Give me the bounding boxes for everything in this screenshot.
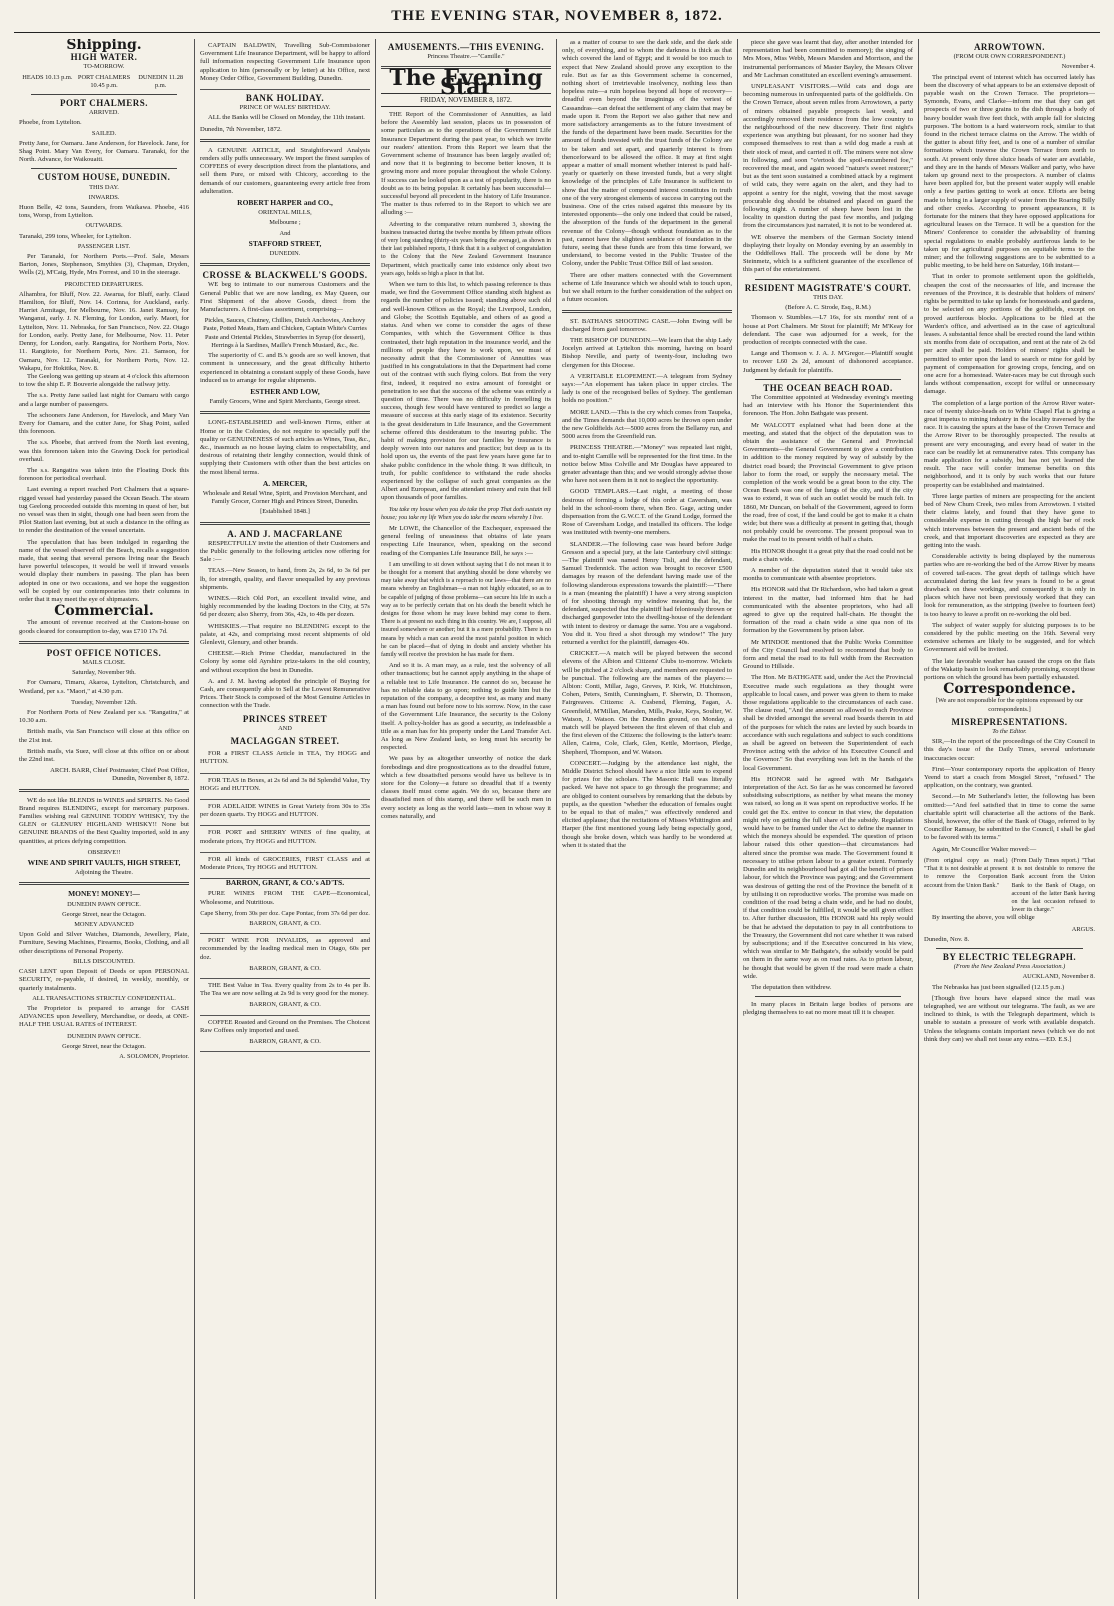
editorial-p6: And so it is. A man may, as a rule, test the solvency of all other transactions; but he cannot apply anything in the shape of a reliable test to Life Insurance. He cannot do so, because he has no reliable data to go upon; nothing to guide him but the reputation of the company, a deceptive test, as many and many a man has found out before now to his sorrow. Now, in the case of the Government Life Insurance, the security is the Colony itself. A policy-holder has as good a security, as indefeasible a title as a man has for his property under the Land Transfer Act. As long as New Zealand lasts, so long must his security be respected.: [381, 662, 551, 752]
letter-p5: By inserting the above, you will oblige: [932, 914, 1035, 922]
tuesday-text: For Northern Ports of New Zealand per s.s. "Rangatira," at 10.30 a.m.: [19, 709, 189, 725]
teas-text: TEAS.—New Season, to hand, from 2s, 2s 6d, to 3s 6d per lb, for strength, quality, and flavor unequalled by any previous shipments.: [200, 567, 370, 591]
arrowtown-p7: The late favorable weather has caused the crops on the flats of the Wakatip basin to look remarkably promising, except those portions on which the ground has been partially exhausted.: [924, 657, 1095, 682]
tea-value-ad: [200, 979, 370, 1016]
telegraph-heading: BY ELECTRIC TELEGRAPH.: [942, 951, 1077, 962]
outwards-label: OUTWARDS.: [85, 222, 123, 230]
arrowtown-p4: Three large parties of miners are prospecting for the ancient bed of New Chum Creek, two miles from Arrowtown. I visited their claims lately, and found that they have gone to considerable expense in cutting through the high bar of rock which intervenes between the present and ancient beds of the creek, and that important discoveries are expected as they are getting into the wash.: [924, 492, 1095, 549]
pawn-office-label-2: DUNEDIN PAWN OFFICE.: [67, 1032, 141, 1040]
court-before: (Before A. C. Strode, Esq., R.M.): [785, 304, 871, 312]
tea-value-text: THE Best Value in Tea. Every quality from 2s to 4s per lb. The Tea we are now selling at 2s 9d is very good for the money.: [200, 982, 370, 998]
melbourne-label: Melbourne ;: [269, 219, 301, 227]
news-concert: CONCERT.—Judging by the attendance last night, the Middle District School should have a nice little sum to expend for prizes for the scholars. The Masonic Hall was literally packed. We have not space to go through the programme; and are obliged to content ourselves by remarking that the debuts by pupils, as the question "whether the education of females ought to be equal to that of males," was effectively rendered and elicited applause; that the recitations of Misses Whittington and Harper (the first mentioned young lady being especially good, though she broke down, which was hardly to be wondered at when it is stated that the: [562, 759, 732, 849]
news-german-society: WE observe the members of the German Society intend displaying their loyalty on Monday evening by an assembly in the Oddfellows Hall. The proceeds will be done by Mr Steinmetz, which is a sufficient guarantee of the excellence of this part of the entertainment.: [743, 233, 913, 274]
and-label-2: AND: [278, 724, 292, 732]
arrowtown-heading: ARROWTOWN.: [973, 42, 1046, 52]
princess-listing: Princess Theatre.—"Camille.": [427, 53, 505, 61]
barron-signature-3: BARRON, GRANT, & CO.: [249, 1001, 321, 1009]
proprietor-text: The Proprietor is prepared to arrange for CASH ADVANCES upon Jewellery, Merchandise, or deeds, at ONE-HALF THE USUAL RATES of INTEREST.: [19, 1004, 189, 1029]
money-advanced-label: MONEY ADVANCED: [74, 921, 134, 929]
teas-ad: [200, 774, 370, 800]
news-slander: SLANDER.—The following case was heard before Judge Gresson and a special jury, at the late Canterbury civil sittings:—The plaintiff was named Henry Tisli, and the defendant, Samuel Tredennick. The action was brought to recover £500 damages by reason of the defendant having made use of the following slanderous expressions towards the plaintiff:—"There is a man (meaning the plaintiff) I have a very strong suspicion of for shooting through my window meaning that he, the defendant, suspected that the plaintiff had feloniously thrown or discharged gunpowder into the dwelling-house of the defendant with intent to destroy or damage the same. You are a vagabond. You did it. You fired a shot through my window!" The jury returned a verdict for the plaintiff, damages 40s.: [562, 540, 732, 647]
letter-date: Dunedin, Nov. 8.: [924, 935, 970, 943]
arrowtown-p1: The principal event of interest which has occurred lately has been the discovery of what appears to be an extensive deposit of payable wash on the Crown Terrace. The proprietors—Symonds, Evans, and Clarke—inform me that they can get prospects of two or three grains to the dish through a body of heavy boulder wash five feet thick, with ample fall for sluicing purposes. The bottom is a hard waterworn rock, similar to that found in the richest terrace claims on the Arrow. The width of the gutter is about fifty feet, and is one of a number of similar formations which traverse the Crown Terrace from north to south. At present only three sluice heads of water are available, and they are in the hands of Messrs Walker and party, who have taken up ground next to the prospectors. A number of claims have been applied for, but the present water supply will enable only a few parties getting to work at once. Efforts are being made to bring in a larger supply of water from the Roaring Billy and other creeks. According to present appearances, it is fortunate for the miners that they have opposed applications for agricultural leases on the Terrace. It will be a question for the Miners' Conference to consider the advisability of framing special regulations to enable probably auriferous lands to be taken up for agricultural purposes on equitable terms to the miner; and the following suggestions are to be submitted to a public meeting, to be held here on Saturday, 16th instant—: [924, 73, 1095, 270]
original-copy-text: (From original copy as read.) "That it is not desirable at present to remove the Corporation account from the Union Bank.": [924, 857, 1008, 889]
tuesday-label: Tuesday, November 12th.: [71, 698, 137, 706]
shipping-news-7: The speculation that has been indulged in regarding the name of the vessel observed off the Beach, recalls a suggestion made, that seeing that several persons living near the Beach have powerful telescopes, it would be well if inward vessels would display their numbers in passing. The plan has been adopted in one or two occasions, and we hope the suggestion will be copied by our contemporaries into their columns in order that it may meet the eye of shipmasters.: [19, 538, 189, 603]
arrowtown-p5: Considerable activity is being displayed by the numerous parties who are re-working the bed of the Arrow River by means of covered tail-races. The great depth of tailings which have accumulated during the last few years is found to be a great drawback on these workings, and consequently it is only in places which have not been previously worked that they can look for remuneration, as the stripping (twelve to fourteen feet) is too heavy to leave a profit on re-working the old bed.: [924, 553, 1095, 618]
editorial-quote: Adverting to the comparative return numbered 3, showing the business transacted during the twelve months by fifteen private offices of very long standing (thirty-six years being the average), as shown in their last published reports, I think that it is a subject of congratulation to the Colony that the New Zealand Government Insurance Department, which practically came into existence only about two years ago, holds so high a place in that list.: [381, 221, 551, 277]
saturday-text: For Oamaru, Timaru, Akaroa, Lyttelton, Christchurch, and Westland, per s.s. "Maori," at 4.30 p.m.: [19, 679, 189, 695]
stafford-street: STAFFORD STREET,: [248, 238, 322, 248]
established-label: [Established 1848.]: [260, 508, 310, 516]
tide-heads: HEADS 10.13 p.m.: [22, 73, 73, 81]
oriental-mills: ORIENTAL MILLS,: [258, 209, 312, 217]
to-editor-label: To the Editor.: [992, 728, 1027, 736]
cash-lent-text: CASH LENT upon Deposit of Deeds or upon PERSONAL SECURITY, re-payable, if desired, in weekly, monthly, or quarterly instalments.: [19, 968, 189, 992]
meat-pledge-note: In many places in Britain large bodies of persons are pledging themselves to eat no more meat till it is cheaper.: [743, 1001, 913, 1017]
crosse-heading: CROSSE & BLACKWELL'S GOODS.: [202, 270, 368, 281]
dunedin-label: DUNEDIN.: [269, 250, 301, 258]
wines-text: WINES.—Rich Old Port, an excellent invalid wine, and highly recommended by the leading Doctors in the City, at 57s 6d per dozen; also Sherry, from 36s, 42s, to 48s per dozen.: [200, 594, 370, 619]
postmaster-signature: ARCH. BARR, Chief Postmaster, Chief Post Office, Dunedin, November 8, 1872.: [50, 767, 189, 783]
pawn-text: Upon Gold and Silver Watches, Diamonds, Jewellery, Plate, Furniture, Sewing Machines, Firearms, Books, Clothing, and all other descriptions of Personal Property.: [19, 931, 189, 955]
page-masthead: THE EVENING STAR, NOVEMBER 8, 1872.: [14, 8, 1100, 33]
mail-note-1: British mails, via San Francisco will close at this office on the 21st inst.: [19, 728, 189, 744]
ocean-p4: A member of the deputation stated that it would take six months to communicate with absentee proprietors.: [743, 566, 913, 583]
ocean-p3: His HONOR thought it a great pity that the road could not be made a chain wide.: [743, 547, 913, 563]
ocean-p6: Mr M'INDOE mentioned that the Public Works Committee of the City Council had resolved to recommend that body to form and metal the road to its full width from the Recreation Ground to Hillside.: [743, 638, 913, 671]
letter-p2: First—Your contemporary reports the application of Henry Yeend to start a coach from Mosgiel Street, "refused." The application, on the contrary, was granted.: [924, 765, 1095, 790]
telegraph-from: (From the New Zealand Press Association.): [953, 963, 1066, 971]
news-bishop: THE BISHOP OF DUNEDIN.—We learn that the ship Lady Jocelyn arrived at Lyttelton this morning, having on board Bishop Neville, and party of twenty-four, including two clergymen for this Diocese.: [562, 336, 732, 369]
misrepresentations-heading: MISREPRESENTATIONS.: [951, 716, 1068, 727]
arrived-label: ARRIVED.: [89, 109, 119, 117]
court-day: THIS DAY.: [813, 293, 843, 301]
tomorrow-label: TO-MORROW.: [83, 63, 125, 71]
news-princess-theatre: PRINCESS THEATRE.—"Money" was repeated last night, and to-night Camille will be represented for the first time. In the notice below Miss Colville and Mr Douglas have appeared to greater advantage than this; and we would strongly advise those who have not seen them in it not to neglect the opportunity.: [562, 444, 732, 485]
letter-p1: SIR,—In the report of the proceedings of the City Council in this day's issue of the Daily Times, several unfortunate inaccuracies occur:: [924, 738, 1095, 762]
ocean-p1: The Committee appointed at Wednesday evening's meeting had an interview with his Honor the Superintendent this forenoon. The Hon. John Bathgate was present.: [743, 393, 913, 418]
custom-house-heading: CUSTOM HOUSE, DUNEDIN.: [37, 172, 171, 183]
news-elopement: A VERITABLE ELOPEMENT.—A telegram from Sydney says:—"An elopement has taken place in upper circles. The lady is one of the recognised belles of Sydney. The gentleman holds no position.": [562, 372, 732, 405]
amusements-heading: AMUSEMENTS.—THIS EVENING.: [387, 42, 545, 52]
shipping-news-2: The s.s. Pretty Jane sailed last night for Oamaru with cargo and a large number of passengers.: [19, 392, 189, 408]
post-office-heading: POST OFFICE NOTICES.: [46, 647, 162, 658]
coffee-roasted-ad: [200, 1016, 370, 1053]
high-water-heading: HIGH WATER.: [70, 52, 138, 63]
macfarlane-text-2: A. and J. M. having adopted the principle of Buying for Cash, are consequently able to Sell at the Lowest Remunerative Prices. Their Stock is composed of the Most Genuine Articles in connection with the Trade.: [200, 677, 370, 710]
editorial-p3: When we turn to this list, to which passing reference is thus made, we find the Government Office standing sixth highest as regards the number of policies issued; standing above such old and well-known Offices as the Royal; the Liverpool, London, and Globe; the Scottish Equitable, and others of as good a status. And when we come to consider the ages of these Companies, with which the Government Office is thus contrasted, their high reputation in the insurance world, and the millions of people they have to work upon, we must of necessity admit that the Commissioner of Annuities was justified in his congratulations in that the Department had come out of the contrast with such flying colors. But from the very first, indeed, it required no extra amount of foresight or penetration to see that the success of the scheme was entirely a question of time. There was no difficulty in foretelling its success, though few would have ventured to predict so large a measure of success at this early stage of its existence. Security is the great desideratum in Life Insurance, and the Government scheme offered this desideratum to the insuring public. The habit of making provision for our families by insurance is deeply woven into our natures and practice; but deep as is its hold upon us, the events of the past few years have gone far to shake public confidence in the whole thing. It was difficult, in truth, for public confidence to withstand the rude shocks experienced by the collapse of such great companies as the Albert and European, and the attendant misery and ruin that fell upon thousands of poor families.: [381, 281, 551, 502]
shipping-news-1: The Geelong was getting up steam at 4 o'clock this afternoon to tow the ship E. P. Bouverie alongside the railway jetty.: [19, 372, 189, 389]
sailed-text: Pretty Jane, for Oamaru. Jane Anderson, for Havelock. Jane, for Shag Point. Mary Van Every, for Oamaru. Taranaki, for the North. Advance, for Waikouaiti.: [19, 139, 189, 164]
prince-label: PRINCE OF WALES' BIRTHDAY.: [239, 104, 331, 112]
court-heading: RESIDENT MAGISTRATE'S COURT.: [744, 282, 912, 293]
esther-sub: Family Grocers, Wine and Spirit Merchants, George street.: [209, 398, 361, 406]
inwards-label: INWARDS.: [88, 193, 120, 201]
shipping-heading: Shipping.: [66, 39, 142, 53]
arrived-text: Phoebe, from Lyttelton.: [19, 119, 82, 127]
column-4: [557, 39, 738, 1599]
port-ad-text: FOR PORT and SHERRY WINES of fine quality, at moderate prices, Try HOGG and HUTTON.: [200, 829, 370, 845]
mercer-sub: Wholesale and Retail Wine, Spirit, and Provision Merchant, and Family Grocer, Corner High and Princes Street, Dunedin.: [202, 489, 368, 506]
arrowtown-date: November 4.: [1061, 63, 1095, 71]
paper-date: FRIDAY, NOVEMBER 8, 1872.: [381, 93, 551, 107]
auckland-dateline: AUCKLAND, November 8.: [1022, 973, 1095, 981]
editorial-p4: Mr LOWE, the Chancellor of the Exchequer, expressed the general feeling of uneasiness that obtains of late years respecting Life Insurance, when, speaking on the second reading of the Companies Life Insurance Bill, he says :—: [381, 524, 551, 557]
mercer-text: LONG-ESTABLISHED and well-known Firms, either at Home or in the Colonies, do not require to specially puff the quality or GENUINENESS of such articles as Wines, Teas, &c., &c., inasmuch as no house laying claim to respectability, and desirous of retaining their lengthy connection, would think of supplying their Customers with other than the best articles on the most liberal terms.: [200, 419, 370, 476]
shipping-news-6: Last evening a report reached Port Chalmers that a square-rigged vessel had yesterday passed the Ocean Beach. The steam tug Geelong proceeded outside this morning in quest of her, but no vessel was then in sight, though one had been seen from the Pilot Station last evening, but at such a distance in the offing as to render the destination of the vessel uncertain.: [19, 486, 189, 535]
paper-title: The Evening Star: [389, 65, 543, 100]
news-unpleasant-visitors: UNPLEASANT VISITORS.—Wild cats and dogs are becoming numerous in unfrequented parts of the goldfields. On the Crown Terrace, about seven miles from Arrowtown, a party of miners obtained payable prospects last week, and accordingly removed their residence from the low country to the neighbourhood of the new discovery. Their first night's experience was anything but pleasant, for no sooner had they composed themselves to rest than a wild dog made a rush at their stock of meat, and carried it off. The miners were not slow in following, and soon "o'ertook the spoil-encumbered foe," recovered the meat, and again wooed "nature's sweet restorer;" but as the tent soon sustained a combined attack by a regiment of wild cats, they were again on the alert, and they had to appoint a sentry for the night, vowing that the most savage procurable dog should be obtained and placed on guard the following night. A number of sheep have been lost in the locality in question during the past few months, and judging from the circumstances just narrated, it is not to be wondered at.: [743, 83, 913, 230]
barron-signature-4: BARRON, GRANT, & CO.: [249, 1038, 321, 1046]
cape-ad-text: PURE WINES FROM THE CAPE—Economical, Wholesome, and Nutritious.: [200, 890, 370, 906]
bank-date: Dunedin, 7th November, 1872.: [200, 125, 282, 133]
baldwin-text: CAPTAIN BALDWIN, Travelling Sub-Commissioner Government Life Insurance Department, will be happy to afford full information respecting Government Life Insurance upon application to him (personally or by letter) at his Office, next Money Order Office, Government Building, Dunedin.: [200, 42, 370, 82]
news-concert-cont: piece she gave was learnt that day, after another intended for representation had been committed to memory); the singing of Mrs Moes, Miss Webb, Messrs Marsden and Morrison, and the instrumental performances of Master Bayley, the Messrs Oliver and Mr Lachman constituted an excellent evening's amusement.: [743, 39, 913, 79]
inwards-text: Huon Belle, 42 tons, Saunders, from Waikawa. Phoebe, 416 tons, Worsp, from Lyttelton.: [19, 204, 189, 220]
tide-dunedin: DUNEDIN 11.28 p.m.: [138, 73, 184, 89]
esther-name: ESTHER AND LOW,: [250, 386, 320, 396]
wine-vaults-label: WINE AND SPIRIT VAULTS, HIGH STREET,: [27, 858, 181, 868]
adelaide-ad-text: FOR ADELAIDE WINES in Great Variety from 30s to 35s per dozen quarts. Try HOGG and HUTTON.: [200, 803, 370, 819]
arrowtown-p2: That in order to promote settlement upon the goldfields, cheapen the cost of the necessaries of life, and increase the revenues of the Province, it is desirable that holders of miners' rights be permitted to take up lands for homesteads and gardens, to be selected on any portions of the goldfields, except on proved auriferous blocks. Applications to be filed at the Warden's office, and advertised as in the case of agricultural leases. A substantial fence shall be erected round the land within six months from date of occupation, and rent at the rate of 2s 6d per acre shall be paid. Holders of miners' rights shall be permitted to enter upon the land to search or mine for gold by payment of compensation for growing crops, fencing, and on one acre for a homestead. Water-races may be cut through such lands without compensation, except for wilful or unnecessary damage.: [924, 273, 1095, 396]
tide-table: [19, 74, 189, 90]
ocean-p8: His HONOR said he agreed with Mr Bathgate's interpretation of the Act. So far as he was concerned he favored subsidising subscriptions, as neither by what means the money was raised, so long as it was spent on reproductive works. If he could get the Ex. entive to concur in that view, the deputation might rely on getting the full share of the subsidy. Regulations would have to be framed under the Act to define the manner in which the moneys should be expended. The question of prison labour raised this other question—that circumstances had altered since the promise was made. The Government found it necessary to utilise prison labour to a greater extent. Formerly Dunedin and its neighbourhood had got all the benefit of prison labour, for which the Province was paying; and the Government was desirous of getting the rest of the Province the benefit of it by utilising it on reproductive works. The promise was made on condition of the road being a chain wide, and he had no doubt, if that condition could be fulfilled, it would be still given effect to. After further discussion, His HONOR said his reply would be that he advised the deputation to pay in all contributions to the Treasury, the Government did not care whether it was raised by subscriptions; and if the Executive concurred in his view, which was similar to Mr Bathgate's, the subsidy would be paid on them in the same way as on road rates. As to prison labour, he thought that would be given if the road were made a chain wide.: [743, 775, 913, 980]
wines-ad-text: WE do not like BLENDS in WINES and SPIRITS. No Good Brand requires BLENDING, except for mercenary purposes. Families wishing real GENUINE TODDY WHISKY, Try the GLEN or GLENURY HIGHLAND WHISKY!! None but GENUINE BRANDS of the Best Quality imported, sold in any quantities, at prices defying competition.: [19, 796, 189, 845]
letter-signature: ARGUS.: [1071, 925, 1095, 933]
letter-p4: Again, Mr Councillor Walter moved:—: [932, 845, 1037, 853]
telegraph-p1: The Nebraska has just been signalled (12.15 p.m.): [932, 983, 1065, 991]
comparison-block: [924, 857, 1095, 914]
outwards-text: Taranaki, 299 tons, Wheeler, for Lyttelton.: [19, 232, 132, 240]
column-6: [919, 39, 1100, 1599]
tide-port-chalmers: PORT CHALMERS 10.45 p.m.: [77, 73, 131, 89]
goods-list: Pickles, Sauces, Chutney, Chillies, Dutch Anchovies, Anchovy Paste, Potted Meats, Ham and Chicken, Captain White's Curries Paste and Oriental Pickles, Strawberries in Syrup (for dessert), Herrings à la Sardines, Maille's French Mustard, &c., &c.: [203, 317, 367, 349]
adjoining-label: Adjoining the Theatre.: [75, 869, 133, 877]
macfarlane-text: RESPECTFULLY invite the attention of their Customers and the Public generally to the following articles now offering for Sale :—: [200, 539, 370, 564]
arrowtown-p6: The subject of water supply for sluicing purposes is to be considered by the public meeting on the 16th. Several very extensive schemes are likely to be suggested, and for which Government aid will be invited.: [924, 621, 1095, 654]
groceries-ad: [200, 853, 370, 879]
shipping-news-4: The s.s. Phoebe, that arrived from the North last evening, was this forenoon taken into the Graving Dock for periodical overhaul.: [19, 439, 189, 463]
commercial-text: The amount of revenue received at the Custom-house on goods cleared for consumption to-day, was £710 17s 7d.: [19, 619, 189, 635]
pawn-office-label: DUNEDIN PAWN OFFICE.: [67, 900, 141, 908]
arrowtown-from: (FROM OUR OWN CORRESPONDENT.): [953, 53, 1066, 61]
bills-label: BILLS DISCOUNTED.: [73, 957, 135, 965]
adelaide-ad: [200, 800, 370, 826]
mercer-name: A. MERCER,: [262, 478, 308, 488]
editorial-p7: We pass by as altogether unworthy of notice the dark forebodings and dire prognostications as to the dreadful future, which a few dissatisfied persons would have us believe is in store for the Colony—a future so dreadful that if a twenty classes itself must come again. We do so, because there are dissatisfied men of this stamp, and there will be such men in every society as long as the world lasts—men in whose way it comes naturally, and: [381, 755, 551, 820]
ocean-p2: Mr WALCOTT explained what had been done at the meeting, and stated that the object of the deputation was to obtain the assistance of the General and Provincial Governments—the General Government to give a contribution in addition to the money required by way of subsidy by the district road board; the Provincial Government to give prison labor to form the road, or supply the necessary metal. The completion of the work would be a great boon to the city. The Ocean Beach was one of the lungs of the city, and if the city was to extend, it was of such an outlet would be much felt. In 1860, Mr Duncan, on behalf of the Government, agreed to form the road, free of cost, if the land could be got to make it a chain wide; but there was a difficulty at present in getting that, though not probably could be overcome. The present proposal was to make the road to its present width of half a chain.: [743, 421, 913, 544]
column-2: [195, 39, 376, 1599]
ocean-p9: The deputation then withdrew.: [751, 983, 832, 991]
tea-ad: [200, 747, 370, 773]
bank-holiday-heading: BANK HOLIDAY.: [245, 93, 325, 104]
pawn-address: George Street, near the Octagon.: [62, 910, 146, 918]
news-good-templars: GOOD TEMPLARS.—Last night, a meeting of those desirous of forming a lodge of this order at Caversham, was held in the school-room there, when Bro. Gage, acting under dispensation from the G.W.C.T. of the Grand Lodge, formed the Rose of Caversham Lodge, and installed its officers. The lodge was instituted with twenty-one members.: [562, 488, 732, 537]
confidential-label: ALL TRANSACTIONS STRICTLY CONFIDENTIAL.: [32, 994, 176, 1002]
correspondence-note: [We are not responsible for the opinions expressed by our correspondents.]: [935, 697, 1084, 713]
macfarlane-heading: A. AND J. MACFARLANE: [227, 528, 343, 539]
editorial-lowe-quote: I am unwilling to sit down without saying that I do not mean it to be thought for a moment that anything should be done whereby we may take away that which is a reproach to our laws—that there are no means whereby an Englishman—a man not highly educated, so as to be capable of judging of those problems—can secure his life in such a way as to be perfectly certain that on his death the benefit which he designs for those whom he may leave behind may come to them. There is at present no such thing in this country. We are, I suppose, all insured somewhere or another; but it is a mere probability. There is no means by which a man can avoid the most painful position in which he can be placed—that of dying in doubt and anxiety whether his family will receive the provision he has made for them.: [381, 561, 551, 659]
princes-street: PRINCES STREET: [242, 713, 328, 724]
maclaggan-street: MACLAGGAN STREET.: [230, 736, 340, 747]
cape-prices: Cape Sherry, from 30s per doz. Cape Pontac, from 37s 6d per doz.: [200, 909, 370, 917]
mails-close-label: MAILS CLOSE.: [82, 659, 126, 666]
sailed-label: SAILED.: [91, 129, 117, 137]
baldwin-ad: [200, 39, 370, 90]
harper-name: ROBERT HARPER and CO.,: [237, 198, 333, 208]
passenger-list-label: PASSENGER LIST.: [77, 242, 131, 250]
letter-p3: Second.—In Mr Sutherland's letter, the following has been omitted:—"And feel satisfied that in time to come the same charitable spirit will characterise all the actions of the Bank. Should, however, the offer of the Bank of Otago, referred to by Councillor Ramsay, be submitted to the Council, I shall be glad to be favored with its terms.": [924, 793, 1095, 842]
commercial-heading: Commercial.: [54, 603, 154, 620]
mail-note-2: British mails, via Suez, will close at this office on or about the 22nd inst.: [19, 747, 189, 764]
ocean-beach-heading: THE OCEAN BEACH ROAD.: [763, 382, 893, 393]
column-5: [738, 39, 919, 1599]
invalids-ad-text: PORT WINE FOR INVALIDS, as approved and recommended by the leading medical men in Otago, 60s per doz.: [200, 937, 370, 961]
coffee-roasted-text: COFFEE Roasted and Ground on the Premises. The Choicest Raw Coffees only imported and used.: [200, 1018, 370, 1034]
correspondence-heading: Correspondence.: [943, 681, 1076, 698]
shipping-news-3: The schooners Jane Anderson, for Havelock, and Mary Van Every for Oamaru, and the cutter Jane, for Shag Point, sailed this forenoon.: [19, 411, 189, 436]
ocean-p5: His HONOR said that Dr Richardson, who had taken a great interest in the matter, had informed him that he had communicated with the absentee proprietors, who had all agreed to give up the required half-chain. He thought the formation of the road a chain wide a sine qua non of its formation by the Government by prison labor.: [743, 586, 913, 635]
barron-signature-2: BARRON, GRANT, & CO.: [249, 964, 321, 972]
court-case-2: Lange and Thomson v. J. A. J. M'Gregor.—Plaintiff sought to recover L60 2s 2d, amount of dishonored acceptance. Judgment by default for plaintiffs.: [743, 350, 913, 374]
passenger-text: Per Taranaki, for Northern Ports.—Prof. Sale, Messrs Barton, Jones, Stephenson, Smythies (3), Chapman, Dryden, Wells (2), M'Caig, Hyde, Mrs Forrest, and 10 in the steerage.: [19, 253, 189, 277]
crosse-text: WE beg to intimate to our numerous Customers and the General Public that we are now landing, ex May Queen, our First Shipment of the above Goods, direct from the Manufacturers. A first-class assortment, comprising—: [200, 281, 370, 314]
court-case-1: Thomson v. Stumbles.—L7 16s, for six months' rent of a house at Port Chalmers. Mr Stout for plaintiff; Mr M'Keay for defendant. The case was adjourned for a week, for the production of receipts connected with the case.: [743, 314, 913, 346]
editorial-poem: You take my house when you do take the prop That doth sustain my house; you take my life When you do take the means whereby I live.: [381, 506, 551, 521]
ocean-p7: The Hon. Mr BATHGATE said, under the Act the Provincial Executive made such regulations as they thought were applicable to local cases, and power was given to them to make those regulations applicable to the circumstances of each case. The clause read, "And the amount so allowed to each Province shall be divided amongst the several road boards therein in aid of the purposes for which the rates are levied by such boards in accordance with such regulations and subject to such conditions as shall be agreed on between the Superintendent of each Province acting with the advice of his Executive Council and the Governor." So that everything was left in the hands of the local Government.: [743, 674, 913, 772]
shipping-news-5: The s.s. Rangatira was taken into the Floating Dock this forenoon for periodical overhaul.: [19, 466, 189, 483]
saturday-label: Saturday, November 9th.: [72, 669, 136, 677]
and-label: And: [279, 229, 291, 237]
editorial-cont-p2: There are other matters connected with the Government scheme of Life Insurance which we should wish to touch upon, but we shall return to the further consideration of the subject on a future occasion.: [562, 271, 732, 304]
cape-ad: [200, 887, 370, 934]
barron-signature: BARRON, GRANT, & CO.: [249, 920, 321, 928]
invalids-ad: [200, 934, 370, 979]
news-more-land: MORE LAND.—This is the cry which comes from Taupeka, and the Times demands that 10,000 acres be thrown open under the new Goldfields Act—5000 acres from the Bellamy run, and 5000 acres from the Greenfield run.: [562, 408, 732, 441]
daily-times-text: (From Daily Times report.) "That it is not desirable to remove the Bank account from the Union Bank to the Bank of Otago, on account of the latter Bank having on the last occasion refused to lower its charge.": [1011, 857, 1095, 914]
pawn-address-2: George Street, near the Octagon.: [62, 1042, 146, 1050]
proprietor-name: A. SOLOMON, Proprietor.: [119, 1052, 189, 1060]
editorial-p1: THE Report of the Commissioner of Annuities, as laid before the Assembly last session, places us in possession of some particulars as to the operations of the Government Life Insurance Department during the past year, to which we invite our readers' attention. From this Report we learn that the Government scheme of Insurance has been largely availed of; and now that it is beginning to become better known, it is growing more and more popular throughout the whole Colony. If success can be looked upon as a test of popularity, there is no doubt as to its being popular. It certainly has been successful—successful beyond all precedent in the history of Life Insurance. The matter is thus referred to in the Report to which we are alluding :—: [381, 111, 551, 217]
this-day-label: THIS DAY.: [89, 183, 119, 191]
teas-ad-text: FOR TEAS in Boxes, at 2s 6d and 3s 8d Splendid Value, Try HOGG and HUTTON.: [200, 776, 370, 792]
barron-heading: BARRON, GRANT, & CO.'s AD'TS.: [225, 878, 345, 888]
coffee-text: A GENUINE ARTICLE, and Straightforward Analysis renders silly puffs unnecessary. We import the finest samples of COFFEES of every description direct from the plantations, and sell them Pure, or mixed with Chicory, according to the demands of our customers, guaranteeing every article free from adulteration.: [200, 146, 370, 195]
observe-label: OBSERVE!!: [87, 848, 121, 856]
cheese-text: CHEESE.—Rich Prime Cheddar, manufactured in the Colony by some old Ayrshire prize-takers in the old country, and without exception the best in Dunedin.: [200, 650, 370, 674]
tea-ad-text: FOR a FIRST CLASS Article in TEA, Try HOGG and HUTTON.: [200, 750, 370, 766]
editorial-cont-p1: as a matter of course to see the dark side, and the dark side only, of everything, and to whom the darkness is thick as that which covered the land of Egypt; and it would be too much to expect that New Zealand should prove any exception to the rule. But as far as this Government scheme is concerned, nothing short of irretrievable insolvency, nothing less than hopeless ruin—a ruin hopeless beyond all hope of recovery—dreadful even beyond the imaginings of the veriest of Cassandras—can defeat the settlement of any claim that may be made upon it. From the Report we also gather that new and more satisfactory arrangements as to the future investment of the funds of the department have been made. Securities for the amount of funds invested with the trust funds of the Colony are to be taken and set apart, and quarterly interest is from thenceforward to be allowed the office. It may at first sight appear a matter of small moment whether interest is paid half-yearly or quarterly on these invested funds, but a very slight knowledge of the principles of Life Insurance is sufficient to show that the matter of compound interest constitutes in truth one of the very strongest elements of success in carrying out the business. One of the cries raised against this measure by its interested opponents—the only one indeed that could be raised, the absorption of the funds of the department in the general revenue of the Colony—though without foundation as to the past, cannot have the slightest semblance of foundation in the future, seeing that these funds are from this time forward, we understand, to become vested in the Public Trustee of the Colony, under the Public Trust Office Bill of last session.: [562, 39, 732, 268]
port-chalmers-heading: PORT CHALMERS.: [59, 98, 149, 109]
projected-label: PROJECTED DEPARTURES.: [64, 280, 144, 288]
arrowtown-p3: The completion of a large portion of the Arrow River water-race of twenty sluice-heads on to White Chapel Flat is giving a great impetus to mining industry in the locality traversed by the race. It is causing the spurs at the base of the Crown Terrace and the Arrow River to be thoroughly prospected. The results at present are very encouraging, and every head of water in the race can be readily let at remunerative rates. This company has made application for a subsidy, but has not yet learned the result. The race will confer immense benefits on this neighborhood, and it is only by such works that our future prosperity can be established and maintained.: [924, 399, 1095, 489]
columns: [14, 39, 1100, 1599]
projected-text: Alhambra, for Bluff, Nov. 22. Awarua, for Bluff, early. Claud Hamilton, for Bluff, Nov. 14. Corinna, for Auckland, early. Harriet Armitage, for Melbourne, Nov. 16. Janet Ramsay, for Wanganui, early. J. N. Fleming, for London, early. Maori, for Lyttelton, Nov. 11. Nebraska, for San Francisco, Nov. 22. Otago for London, early. Pretty Jane, for Melbourne, Nov. 11. Peter Denny, for London, early. Rangatira, for Northern Ports, Nov. 11. Rangitoto, for Northern Ports, Nov. 21. Samson, for Oamaru, Nov. 12. Taranaki, for Northern Ports, Nov. 12. Wakapu, for Hokitika, Nov. 8.: [19, 290, 189, 372]
news-st-bathans: ST. BATHANS SHOOTING CASE.—John Ewing will be discharged from gaol tomorrow.: [562, 317, 732, 333]
money-heading: MONEY! MONEY!—: [68, 889, 140, 899]
telegraph-p2: [Though five hours have elapsed since the mail was telegraphed, we are without our telegrams. The fault, as we are inclined to think, is with the Telegraph department, which is unable to sustain a pressure of work with available despatch. Unless the telegrams contain important news (which we do not think they can) we shall not issue any extra.—ED. E.S.]: [924, 994, 1095, 1043]
groceries-ad-text: FOR all kinds of GROCERIES, FIRST CLASS and at Moderate Prices, Try HOGG and HUTTON.: [200, 855, 370, 872]
news-cricket: CRICKET.—A match will be played between the second elevens of the Albion and Citizens' Clubs to-morrow. Wickets will be pitched at 2 o'clock sharp, and members are requested to be punctual. The following are the names of the players:—Albion: Conti, Millar, Jago, Greves, P. Kirk, W. Hutchinson, Cohen, Peters, Smith, Cunningham, F. Sherwin, D. Thomson, Fairgreaves. Citizens: A. Cusbend, Fleming, Fagan, A. Greenfield, M'Millan, Marsden, Mills, Peake, Keys, Soulter, W. Watson, J. Watson. On the Dunedin ground, on Monday, a match will be played between the first eleven of that club and the first eleven of the Citizens: the following is the latter's team: Allen, Cairns, Cole, Clark, Glen, Kettle, Morrison, Pledge, Shepherd, Thompson, and W. Watson.: [562, 650, 732, 756]
column-1: [14, 39, 195, 1599]
crosse-text-2: The superiority of C. and B.'s goods are so well known, that comment is unnecessary, and the great difficulty hitherto experienced in obtaining a constant supply of these Goods, have induced us to arrange for regular shipments.: [200, 352, 370, 384]
whiskies-text: WHISKIES.—That require no BLENDING except to the palate, at 42s, and comprising most recent shipments of old Glenlevit, Glenury, and other brands.: [200, 622, 370, 646]
all-banks-text: ALL the Banks will be Closed on Monday, the 11th instant.: [208, 114, 365, 122]
port-ad: [200, 826, 370, 852]
column-3: [376, 39, 557, 1599]
